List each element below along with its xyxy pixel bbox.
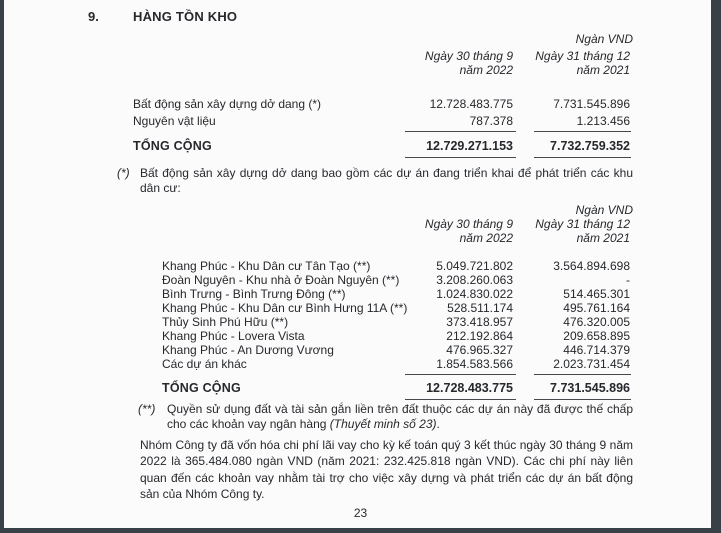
row-value-2021: 209.658.895 — [563, 329, 630, 343]
column-header-year: năm 2022 — [459, 231, 513, 245]
row-label: Khang Phúc - Khu Dân cư Bình Hưng 11A (**) — [162, 301, 408, 315]
row-value-2021: - — [626, 273, 630, 287]
row-value-2022: 787.378 — [469, 114, 513, 128]
row-value-2022: 373.418.957 — [446, 315, 513, 329]
footnote-reference-italic: (Thuyết minh số 23) — [329, 417, 437, 432]
row-value-2021: 476.320.005 — [563, 315, 630, 329]
table-total-row — [88, 139, 633, 153]
capitalization-paragraph: Nhóm Công ty đã vốn hóa chi phí lãi vay cho kỳ kế toán quý 3 kết thúc ngày 30 tháng 9 năm 2022 là 365.484.080 ngàn VND (năm 2021: 232.425.818 ngàn VND). Các chi phí này liên quan đến các khoản vay nhằm tài trợ cho việc xây dựng và phát triển các dự án bất động sản của Nhóm Công ty. — [140, 438, 633, 501]
footnote-marker: (**) — [138, 402, 156, 416]
section-title: HÀNG TỒN KHO — [133, 9, 238, 24]
total-value-2022: 12.728.483.775 — [426, 381, 513, 395]
column-header-period-2021 — [480, 217, 630, 245]
scan-edge-right — [711, 0, 721, 533]
section-number: 9. — [88, 9, 99, 24]
footnote-text — [167, 402, 633, 433]
row-value-2021: 2.023.731.454 — [553, 357, 630, 371]
table-row — [88, 97, 633, 111]
row-value-2022: 1.854.583.566 — [436, 357, 513, 371]
table-row — [88, 315, 633, 329]
total-value-2021: 7.732.759.352 — [550, 139, 630, 153]
page-number: 23 — [353, 506, 368, 520]
row-value-2022: 528.511.174 — [447, 301, 513, 315]
table-row — [88, 287, 633, 301]
row-label: Các dự án khác — [162, 357, 247, 371]
table-total-rule — [534, 399, 631, 400]
row-value-2022: 1.024.830.022 — [436, 287, 513, 301]
table-subtotal-rule — [534, 374, 631, 375]
row-value-2021: 446.714.379 — [563, 343, 630, 357]
row-value-2022: 476.965.327 — [446, 343, 513, 357]
row-value-2021: 7.731.545.896 — [553, 97, 630, 111]
column-header-year: năm 2021 — [576, 63, 630, 77]
row-label: Bình Trưng - Bình Trưng Đông (**) — [162, 287, 346, 301]
table-row — [88, 357, 633, 371]
column-header-date: Ngày 31 tháng 12 — [535, 217, 630, 231]
row-label: Thủy Sinh Phú Hữu (**) — [162, 315, 289, 329]
footnote-text-normal: Quyền sử dụng đất và tài sản gắn liền trên đất thuộc các dự án này đã được thế chấp cho các khoản vay ngân hàng — [167, 402, 633, 432]
footnote-marker: (*) — [117, 166, 130, 180]
row-label: Khang Phúc - An Dương Vương — [162, 343, 334, 357]
row-value-2021: 514.465.301 — [563, 287, 630, 301]
table-subtotal-rule — [534, 131, 631, 132]
table-row — [88, 273, 633, 287]
row-value-2022: 5.049.721.802 — [436, 259, 513, 273]
column-header-date: Ngày 30 tháng 9 — [424, 49, 513, 63]
row-value-2022: 12.728.483.775 — [429, 97, 513, 111]
page-content — [88, 0, 633, 533]
table-row — [88, 114, 633, 128]
table-row — [88, 343, 633, 357]
row-label: Khang Phúc - Khu Dân cư Tân Tạo (**) — [162, 259, 371, 273]
table-subtotal-rule — [405, 374, 516, 375]
column-header-period-2021 — [480, 49, 630, 77]
column-header-date: Ngày 31 tháng 12 — [535, 49, 630, 63]
row-value-2022: 212.192.864 — [446, 329, 513, 343]
total-label: TỔNG CỘNG — [133, 139, 212, 153]
scan-edge-bottom — [0, 528, 721, 533]
row-value-2022: 3.208.260.063 — [436, 273, 513, 287]
table-row — [88, 301, 633, 315]
row-label: Khang Phúc - Lovera Vista — [162, 329, 305, 343]
total-value-2021: 7.731.545.896 — [550, 381, 630, 395]
table-total-row — [88, 381, 633, 395]
footnote-text-period: . — [436, 417, 440, 432]
total-value-2022: 12.729.271.153 — [426, 139, 513, 153]
unit-label: Ngàn VND — [575, 203, 633, 217]
row-label: Nguyên vật liệu — [133, 114, 216, 128]
table-total-rule — [405, 399, 516, 400]
row-label: Bất động sản xây dựng dở dang (*) — [133, 97, 322, 111]
unit-label: Ngàn VND — [575, 32, 633, 46]
row-value-2021: 495.761.164 — [563, 301, 630, 315]
footnote-text: Bất động sản xây dựng dở dang bao gồm các dự án đang triển khai để phát triển các khu dân cư: — [140, 166, 633, 196]
column-header-year: năm 2022 — [459, 63, 513, 77]
total-label: TỔNG CỘNG — [162, 381, 241, 395]
column-header-year: năm 2021 — [576, 231, 630, 245]
table-total-rule — [534, 157, 631, 158]
table-subtotal-rule — [405, 131, 516, 132]
row-value-2021: 3.564.894.698 — [553, 259, 630, 273]
row-label: Đoàn Nguyên - Khu nhà ở Đoàn Nguyên (**) — [162, 273, 400, 287]
table-total-rule — [405, 157, 516, 158]
column-header-date: Ngày 30 tháng 9 — [424, 217, 513, 231]
scan-edge-left — [0, 0, 4, 533]
table-row — [88, 329, 633, 343]
row-value-2021: 1.213.456 — [576, 114, 630, 128]
table-row — [88, 259, 633, 273]
